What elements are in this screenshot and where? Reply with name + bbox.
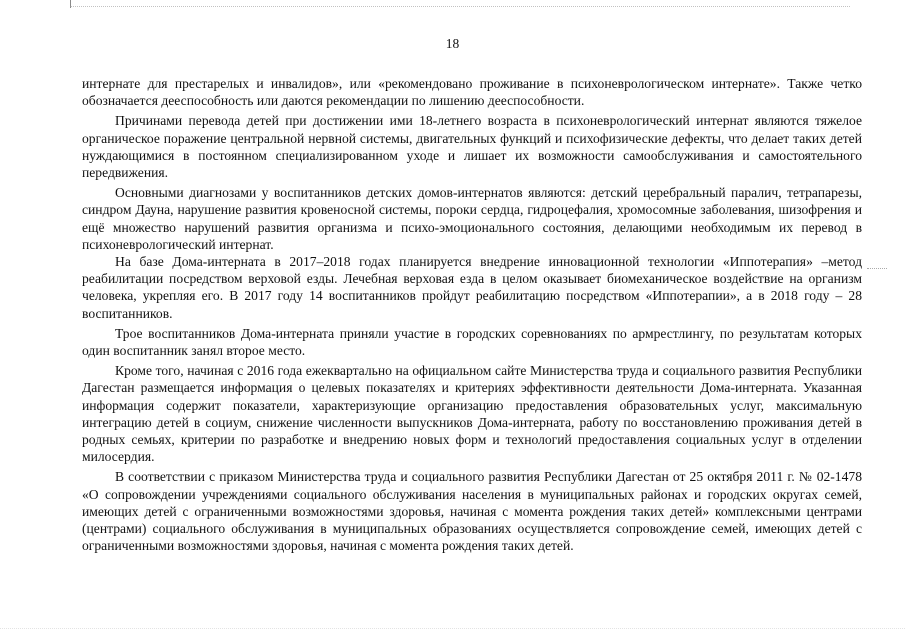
paragraph-hippotherapy: На базе Дома-интерната в 2017–2018 годах планируется внедрение инновационной технологии «Иппотерапия» –метод реабилитации посредством верховой езды. Лечебная верховая езда в целом оказывает биомеханическое воздействие на организм человека, укрепляя его. В 2017 году 14 воспитанников пройдут реабилитацию посредством «Иппотерапии», а в 2018 году – 28 воспитанников.	[82, 254, 862, 321]
document-body	[82, 75, 862, 554]
paragraph-ministry-website: Кроме того, начиная с 2016 года ежеквартально на официальном сайте Министерства труда и социального развития Республики Дагестан размещается информация о целевых показателях и критериях эффективности деятельности Дома-интерната. Указанная информация содержит показатели, характеризующие организацию предоставления образовательных услуг, максимальную интеграцию детей в социум, снижение численности выпускников Дома-интерната, работу по восстановлению проживания детей в родных семьях, критерии по разработке и внедрению новых форм и технологий предоставления социальных услуг в отделении милосердия.	[82, 363, 862, 465]
scan-artifact-bottom	[0, 628, 905, 629]
paragraph-ministry-order: В соответствии с приказом Министерства труда и социального развития Республики Дагестан от 25 октября 2011 г. № 02-1478 «О сопровождении учреждениями социального обслуживания населения в муниципальных районах и городских округах семей, имеющих детей с ограниченными возможностями здоровья, начиная с момента рождения таких детей» комплексными центрами (центрами) социального обслуживания в муниципальных образованиях осуществляется сопровождение семей, имеющих детей с ограниченными возможностями здоровья, начиная с момента рождения таких детей.	[82, 469, 862, 554]
paragraph-diagnoses: Основными диагнозами у воспитанников детских домов-интернатов являются: детский церебральный паралич, тетрапарезы, синдром Дауна, нарушение развития кровеносной системы, пороки сердца, гидроцефалия, хромосомные заболевания, шизофрения и ещё множество нарушений развития организма и психо-эмоционального состояния, делающими необходимым их перевод в психоневрологический интернат.	[82, 185, 862, 252]
paragraph-armwrestling: Трое воспитанников Дома-интерната приняли участие в городских соревнованиях по армрестлингу, по результатам которых один воспитанник занял второе место.	[82, 325, 862, 359]
page-number: 18	[445, 36, 460, 51]
paragraph-transfer-reasons: Причинами перевода детей при достижении ими 18-летнего возраста в психоневрологический интернат являются тяжелое органическое поражение центральной нервной системы, двигательных функций и психофизические дефекты, что делает таких детей нуждающимися в постоянном специализированном уходе и лишает их возможности самообслуживания и самостоятельного передвижения.	[82, 113, 862, 181]
scan-artifact-top	[70, 6, 850, 7]
paragraph-continuation: интернате для престарелых и инвалидов», или «рекомендовано проживание в психоневрологическом интернате». Также четко обозначается дееспособность или даются рекомендации по лишению дееспособности.	[82, 76, 862, 109]
scan-artifact-margin	[867, 268, 887, 271]
